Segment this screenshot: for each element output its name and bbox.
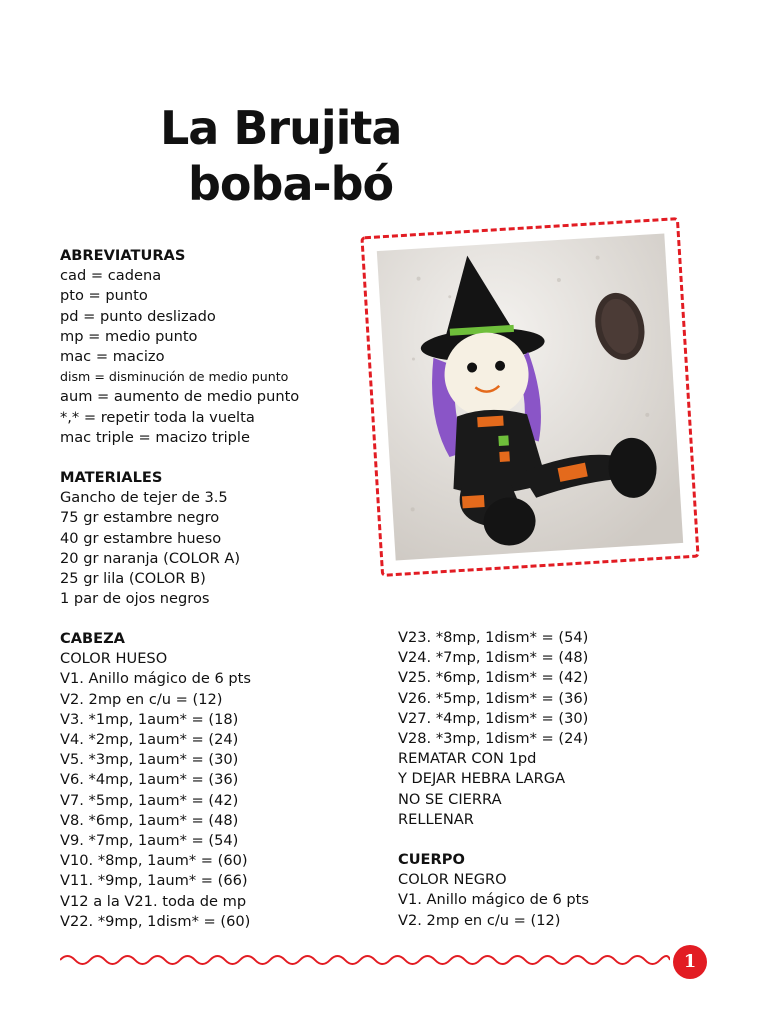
cuerpo-line: V2. 2mp en c/u = (12) bbox=[398, 911, 561, 929]
cabeza-line: NO SE CIERRA bbox=[398, 790, 502, 808]
cabeza-line: V1. Anillo mágico de 6 pts bbox=[60, 670, 251, 688]
material-line: 25 gr lila (COLOR B) bbox=[60, 570, 206, 588]
cabeza-line: V25. *6mp, 1dism* = (42) bbox=[398, 669, 589, 687]
abrev-line: dism = disminución de medio punto bbox=[60, 369, 289, 385]
material-line: 75 gr estambre negro bbox=[60, 509, 220, 527]
cabeza-line: V22. *9mp, 1dism* = (60) bbox=[60, 912, 251, 930]
abrev-line: mac triple = macizo triple bbox=[60, 428, 250, 446]
cuerpo-section bbox=[398, 850, 589, 931]
materiales-heading: MATERIALES bbox=[60, 469, 163, 486]
cabeza-line: V6. *4mp, 1aum* = (36) bbox=[60, 771, 239, 789]
abrev-line: pd = punto deslizado bbox=[60, 307, 216, 325]
cabeza-line: V8. *6mp, 1aum* = (48) bbox=[60, 811, 239, 829]
cabeza-line: RELLENAR bbox=[398, 810, 474, 828]
cuerpo-heading: CUERPO bbox=[398, 851, 465, 868]
title-line-2: boba-bó bbox=[188, 157, 394, 211]
cabeza-line: V9. *7mp, 1aum* = (54) bbox=[60, 832, 239, 850]
cabeza-continued-section bbox=[398, 628, 588, 830]
cabeza-line: V27. *4mp, 1dism* = (30) bbox=[398, 709, 589, 727]
abreviaturas-section bbox=[60, 246, 299, 448]
cabeza-line: Y DEJAR HEBRA LARGA bbox=[398, 770, 566, 788]
page-number-badge: 1 bbox=[673, 945, 707, 979]
material-line: 20 gr naranja (COLOR A) bbox=[60, 549, 241, 567]
abrev-line: mp = medio punto bbox=[60, 327, 198, 345]
materiales-section bbox=[60, 468, 240, 609]
bottom-wave-divider bbox=[60, 948, 670, 972]
cabeza-line: V10. *8mp, 1aum* = (60) bbox=[60, 852, 248, 870]
abrev-line: mac = macizo bbox=[60, 348, 165, 366]
cabeza-line: V28. *3mp, 1dism* = (24) bbox=[398, 730, 589, 748]
cabeza-section bbox=[60, 629, 251, 932]
cuerpo-line: COLOR NEGRO bbox=[398, 871, 507, 889]
cabeza-line: COLOR HUESO bbox=[60, 650, 168, 668]
abrev-line: *,* = repetir toda la vuelta bbox=[60, 408, 255, 426]
cuerpo-line: V1. Anillo mágico de 6 pts bbox=[398, 891, 589, 909]
cabeza-line: V2. 2mp en c/u = (12) bbox=[60, 690, 223, 708]
cabeza-line: V12 a la V21. toda de mp bbox=[60, 892, 247, 910]
cabeza-line: V23. *8mp, 1dism* = (54) bbox=[398, 629, 589, 646]
title-line-1: La Brujita bbox=[160, 101, 402, 155]
cabeza-line: V11. *9mp, 1aum* = (66) bbox=[60, 872, 248, 890]
cabeza-heading: CABEZA bbox=[60, 630, 125, 647]
cabeza-line: V4. *2mp, 1aum* = (24) bbox=[60, 731, 239, 749]
material-line: 40 gr estambre hueso bbox=[60, 529, 222, 547]
material-line: Gancho de tejer de 3.5 bbox=[60, 489, 228, 507]
material-line: 1 par de ojos negros bbox=[60, 590, 210, 608]
cabeza-line: V3. *1mp, 1aum* = (18) bbox=[60, 710, 239, 728]
abrev-line: cad = cadena bbox=[60, 267, 162, 285]
page-title bbox=[160, 100, 401, 212]
cabeza-line: V26. *5mp, 1dism* = (36) bbox=[398, 689, 589, 707]
abrev-line: aum = aumento de medio punto bbox=[60, 388, 300, 406]
witch-doll-photo bbox=[356, 212, 705, 581]
abrev-line: pto = punto bbox=[60, 287, 148, 305]
cabeza-line: REMATAR CON 1pd bbox=[398, 750, 537, 768]
cabeza-line: V7. *5mp, 1aum* = (42) bbox=[60, 791, 239, 809]
cabeza-line: V5. *3mp, 1aum* = (30) bbox=[60, 751, 239, 769]
abreviaturas-heading: ABREVIATURAS bbox=[60, 247, 186, 264]
cabeza-line: V24. *7mp, 1dism* = (48) bbox=[398, 649, 589, 667]
